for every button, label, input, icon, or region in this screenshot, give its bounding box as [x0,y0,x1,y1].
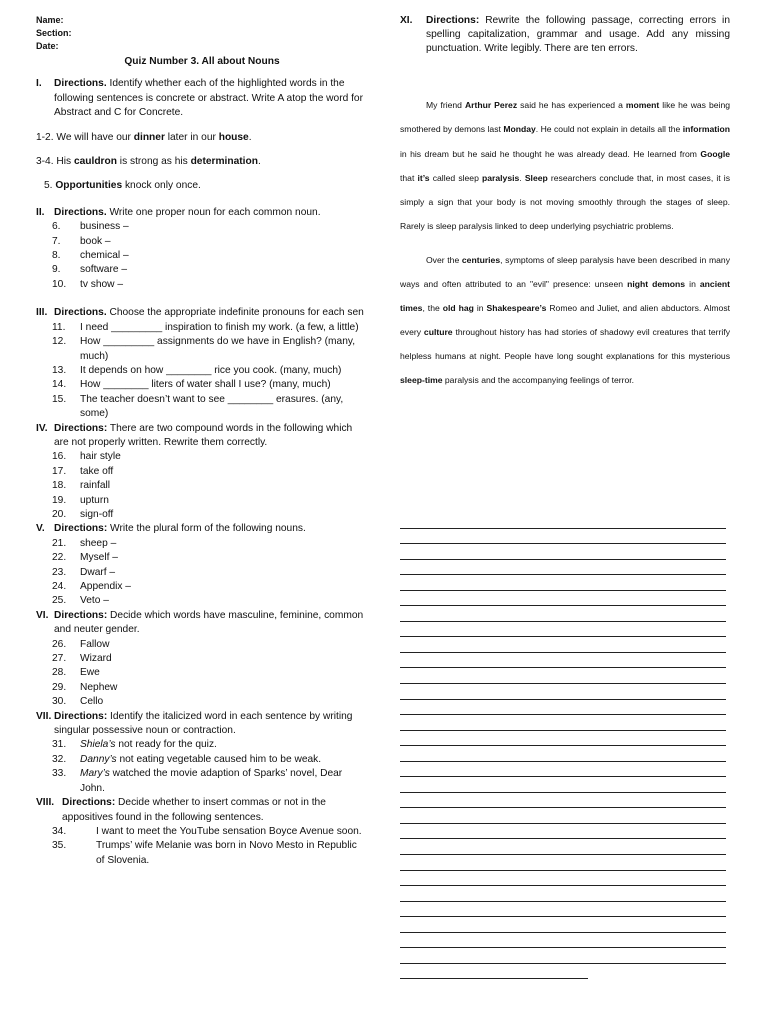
list-item: 6. business – [52,221,129,233]
list-item: 19. upturn [52,494,109,506]
section-6-directions: VI. Directions: Decide which words have masculine, feminine, common and neuter gender. [36,609,364,636]
list-item: 13. It depends on how ________ rice you cook. (many, much) [52,364,342,376]
date-label: Date: [36,41,59,51]
answer-line [400,731,726,747]
section-11-directions: XI. Directions: Rewrite the following passage, correcting errors in spelling capitalization, grammar and usage. Add any missing punctuation. Write legibly. There are ten errors. [400,15,730,54]
passage-paragraph-1: My friend Arthur Perez said he has experienced a moment like he was being smothered by demons last Monday. He could not explain in details all the information in his dream but he said he thought he was already dead. He learned from Google that it’s called sleep paralysis. Sleep researchers conclude that, in most cases, it is simply a sign that your body is not moving smoothly through the stages of sleep. Rarely is sleep paralysis linked to deep underlying psychiatric problems. [400,100,731,231]
answer-line [400,902,726,918]
name-label: Name: [36,15,64,25]
answer-line [400,777,726,793]
list-item: 11. I need _________ inspiration to finish my work. (a few, a little) [52,321,359,333]
section-4-directions: IV. Directions: There are two compound words in the following which are not properly written. Rewrite them correctly. [36,422,353,448]
list-item: 21. sheep – [52,537,117,549]
list-item: 9. software – [52,264,127,276]
list-item: 17. take off [52,465,114,477]
question-5: 5. Opportunities knock only once. [44,180,201,192]
list-item: 7. book – [52,235,111,247]
answer-line [400,606,726,622]
list-item: 35. Trumps’ wife Melanie was born in Novo Mesto in Republic of Slovenia. [52,840,357,866]
list-item: 34. I want to meet the YouTube sensation Boyce Avenue soon. [52,825,362,837]
list-item: 30. Cello [52,696,104,708]
answer-line [400,824,726,840]
answer-line [400,746,726,762]
passage-paragraph-2: Over the centuries, symptoms of sleep paralysis have been described in many ways and often attributed to an "evil" presence: unseen night demons in ancient times, the old hag in Shakespeare’s Romeo and Juliet, and alien abductors. Almost every culture throughout history has had stories of shadowy evil creatures that terrify helpless humans at night. People have long sought explanations for this mysterious sleep-time paralysis and the accompanying feelings of terror. [400,254,731,386]
answer-line [400,591,726,607]
list-item: 14. How ________ liters of water shall I use? (many, much) [52,379,331,391]
section-1-directions: I. Directions. Identify whether each of the highlighted words in the following sentences is concrete or abstract. Write A atop the word for Abstract and C for Concrete. [36,78,363,119]
answer-line [400,622,726,638]
list-item: 8. chemical – [52,250,129,262]
answer-lines [400,513,726,979]
answer-line [400,917,726,933]
answer-line [400,762,726,778]
list-item: 32. Danny’s not eating vegetable caused him to be weak. [52,753,322,765]
section-5-directions: V. Directions: Write the plural form of the following nouns. [36,523,306,535]
list-item: 22. Myself – [52,552,118,564]
section-3-directions: III. Directions. Choose the appropriate indefinite pronouns for each sen [36,307,364,319]
answer-line [400,964,588,980]
answer-line [400,544,726,560]
left-column [36,14,368,868]
question-3-4: 3-4. His cauldron is strong as his determination. [36,156,261,168]
answer-line [400,793,726,809]
answer-line [400,871,726,887]
list-item: 24. Appendix – [52,581,131,592]
section-2-directions: II. Directions. Write one proper noun for each common noun. [36,206,321,218]
answer-line [400,637,726,653]
list-item: 28. Ewe [52,667,100,679]
list-item: 16. hair style [52,451,121,463]
list-item: 18. rainfall [52,480,111,492]
section-7-directions: VII. Directions: Identify the italicized word in each sentence by writing singular possessive noun or contraction. [36,710,353,737]
answer-line [400,668,726,684]
answer-line [400,948,726,964]
section-8-directions: VIII. Directions: Decide whether to insert commas or not in the appositives found in the following sentences. [36,797,326,823]
answer-line [400,684,726,700]
answer-line [400,715,726,731]
answer-line [400,808,726,824]
list-item: 33. Mary’s watched the movie adaption of Sparks’ novel, Dear John. [52,768,343,794]
list-item: 15. The teacher doesn’t want to see ________ erasures. (any, some) [52,393,344,420]
answer-line [400,575,726,591]
answer-line [400,886,726,902]
list-item: 20. sign-off [52,508,114,520]
list-item: 12. How _________ assignments do we have in English? (many, much) [52,336,356,362]
answer-line [400,529,726,545]
answer-line [400,513,726,529]
answer-line [400,700,726,716]
list-item: 25. Veto – [52,595,109,607]
answer-line [400,855,726,871]
question-1-2: 1-2. We will have our dinner later in our house. [36,131,252,143]
answer-line [400,933,726,949]
list-item: 23. Dwarf – [52,566,116,578]
section-label: Section: [36,28,72,38]
answer-line [400,839,726,855]
list-item: 31. Shiela’s not ready for the quiz. [52,739,217,751]
list-item: 27. Wizard [52,653,112,665]
list-item: 10. tv show – [52,278,124,290]
right-column [400,14,730,393]
quiz-title: Quiz Number 3. All about Nouns [124,56,280,67]
list-item: 29. Nephew [52,681,118,693]
list-item: 26. Fallow [52,638,110,650]
answer-line [400,653,726,669]
answer-line [400,560,726,576]
